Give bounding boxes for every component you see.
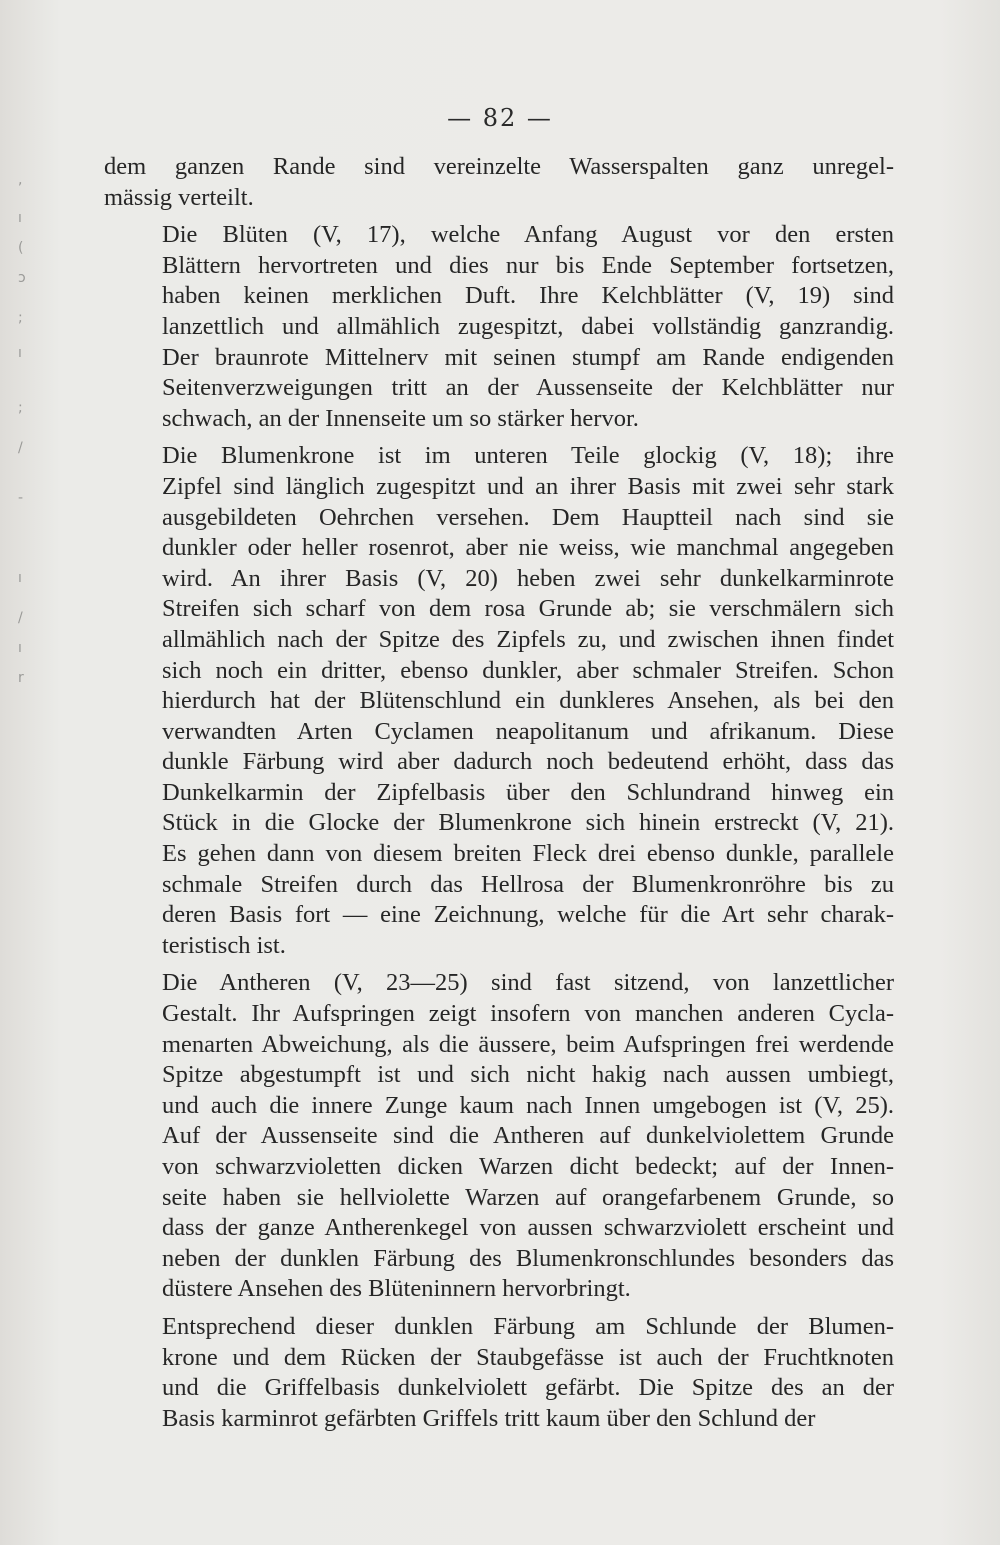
text-line: schmale Streifen durch das Hellrosa der Blumenkronröhre bis zu — [162, 870, 894, 898]
text-line: haben keinen merklichen Duft. Ihre Kelchblätter (V, 19) sind — [162, 282, 894, 310]
paragraph — [104, 1312, 894, 1434]
paragraph — [104, 968, 894, 1305]
text-line: verwandten Arten Cyclamen neapolitanum und afrikanum. Diese — [162, 717, 894, 745]
text-line: Die Blumenkrone ist im unteren Teile glockig (V, 18); ihre — [162, 442, 894, 470]
text-line: Seitenverzweigungen tritt an der Aussenseite der Kelchblätter nur — [162, 374, 894, 402]
text-line: deren Basis fort — eine Zeichnung, welche für die Art sehr charak- — [162, 901, 894, 929]
text-line: menarten Abweichung, als die äussere, beim Aufspringen frei werdende — [162, 1030, 894, 1058]
text-line: düstere Ansehen des Blüteninnern hervorbringt. — [162, 1275, 631, 1303]
text-line: Die Blüten (V, 17), welche Anfang August vor den ersten — [162, 221, 894, 249]
text-line: seite haben sie hellviolette Warzen auf orangefarbenem Grunde, so — [162, 1183, 894, 1211]
text-line: krone und dem Rücken der Staubgefässe ist auch der Fruchtknoten — [162, 1343, 894, 1371]
text-line: Dunkelkarmin der Zipfelbasis über den Schlundrand hinweg ein — [162, 778, 894, 806]
body-text — [104, 152, 894, 1434]
text-line: allmählich nach der Spitze des Zipfels zu, und zwischen ihnen findet — [162, 625, 894, 653]
text-line: Zipfel sind länglich zugespitzt und an ihrer Basis mit zwei sehr stark — [162, 472, 894, 500]
text-line: Gestalt. Ihr Aufspringen zeigt insofern von manchen anderen Cycla- — [162, 1000, 894, 1028]
text-line: schwach, an der Innenseite um so stärker hervor. — [162, 404, 639, 432]
text-line: dem ganzen Rande sind vereinzelte Wasserspalten ganz unregel- — [104, 153, 894, 180]
text-line: Entsprechend dieser dunklen Färbung am Schlunde der Blumen- — [162, 1312, 894, 1340]
text-line: neben der dunklen Färbung des Blumenkronschlundes besonders das — [162, 1244, 894, 1272]
paragraph — [104, 220, 894, 434]
text-line: ausgebildeten Oehrchen versehen. Dem Hauptteil nach sind sie — [162, 503, 894, 531]
text-line: Basis karminrot gefärbten Griffels tritt kaum über den Schlund der — [162, 1404, 816, 1432]
text-line: sich noch ein dritter, ebenso dunkler, aber schmaler Streifen. Schon — [162, 656, 894, 684]
text-line: lanzettlich und allmählich zugespitzt, dabei vollständig ganzrandig. — [162, 312, 894, 340]
text-line: Spitze abgestumpft ist und sich nicht hakig nach aussen umbiegt, — [162, 1061, 894, 1089]
bleed-through-marks: , ı ( ɔ ; ı ; / - ı / ı r — [18, 172, 26, 686]
text-line: Es gehen dann von diesem breiten Fleck drei ebenso dunkle, parallele — [162, 840, 894, 868]
page-number: — 82 — — [447, 104, 553, 132]
text-line: hierdurch hat der Blütenschlund ein dunkleres Ansehen, als bei den — [162, 687, 894, 715]
text-line: Blättern hervortreten und dies nur bis Ende September fortsetzen, — [162, 251, 894, 279]
text-line: und die Griffelbasis dunkelviolett gefärbt. Die Spitze des an der — [162, 1374, 894, 1402]
text-line: wird. An ihrer Basis (V, 20) heben zwei sehr dunkelkarminrote — [162, 564, 894, 592]
paragraph — [104, 441, 894, 961]
paragraph — [104, 152, 894, 213]
text-line: dunkle Färbung wird aber dadurch noch bedeutend erhöht, dass das — [162, 748, 894, 776]
text-line: Auf der Aussenseite sind die Antheren auf dunkelviolettem Grunde — [162, 1122, 894, 1150]
text-line: mässig verteilt. — [104, 183, 254, 211]
text-line: Stück in die Glocke der Blumenkrone sich hinein erstreckt (V, 21). — [162, 809, 894, 837]
text-line: von schwarzvioletten dicken Warzen dicht bedeckt; auf der Innen- — [162, 1153, 894, 1180]
text-line: und auch die innere Zunge kaum nach Innen umgebogen ist (V, 25). — [162, 1091, 894, 1119]
text-line: Der braunrote Mittelnerv mit seinen stumpf am Rande endigenden — [162, 343, 894, 371]
text-line: teristisch ist. — [162, 931, 286, 959]
text-line: Die Antheren (V, 23—25) sind fast sitzend, von lanzettlicher — [162, 969, 894, 997]
text-line: Streifen sich scharf von dem rosa Grunde ab; sie verschmälern sich — [162, 595, 894, 623]
text-line: dunkler oder heller rosenrot, aber nie weiss, wie manchmal angegeben — [162, 534, 894, 562]
text-line: dass der ganze Antherenkegel von aussen schwarzviolett erscheint und — [162, 1214, 894, 1242]
